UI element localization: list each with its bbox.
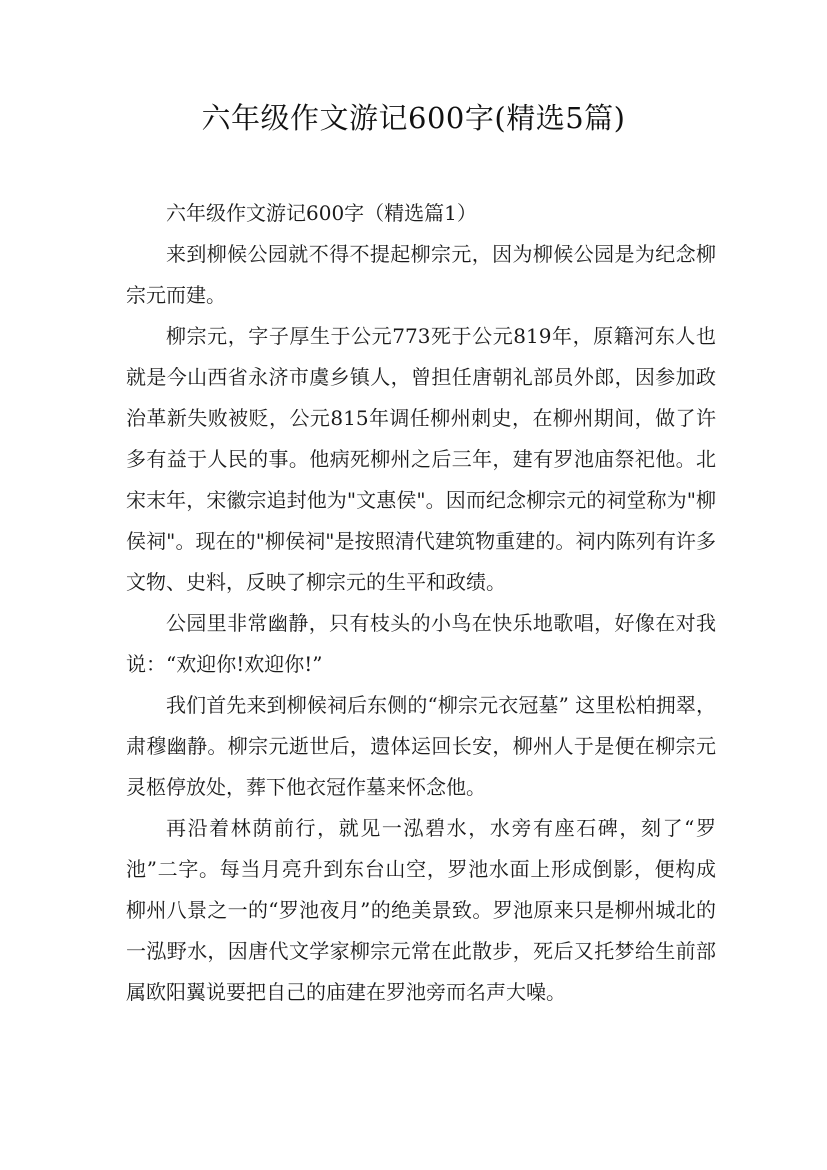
document-body	[126, 193, 716, 1013]
section-heading: 六年级作文游记600字（精选篇1）	[166, 201, 477, 225]
document-title: 六年级作文游记600字(精选5篇)	[201, 101, 626, 135]
paragraph-3: 公园里非常幽静，只有枝头的小鸟在快乐地歌唱，好像在对我说：“欢迎你!欢迎你!”	[126, 611, 716, 676]
paragraph-2: 柳宗元，字子厚生于公元773死于公元819年，原籍河东人也就是今山西省永济市虞乡镇人，曾担任唐朝礼部员外郎，因参加政治革新失败被贬，公元815年调任柳州刺史，在柳州期间，做了许多有益于人民的事。他病死柳州之后三年，建有罗池庙祭祀他。北宋末年，宋徽宗追封他为"文惠侯"。因而纪念柳宗元的祠堂称为"柳侯祠"。现在的"柳侯祠"是按照清代建筑物重建的。祠内陈列有许多文物、史料，反映了柳宗元的生平和政绩。	[126, 324, 716, 594]
paragraph-4: 我们首先来到柳候祠后东侧的“柳宗元衣冠墓” 这里松柏拥翠，肃穆幽静。柳宗元逝世后，遗体运回长安，柳州人于是便在柳宗元灵柩停放处，葬下他衣冠作墓来怀念他。	[126, 693, 716, 799]
paragraph-5: 再沿着林荫前行，就见一泓碧水，水旁有座石碑，刻了“罗池”二字。每当月亮升到东台山空，罗池水面上形成倒影，便构成柳州八景之一的“罗池夜月”的绝美景致。罗池原来只是柳州城北的一泓野水，因唐代文学家柳宗元常在此散步，死后又托梦给生前部属欧阳翼说要把自己的庙建在罗池旁而名声大噪。	[126, 816, 716, 1004]
paragraph-1: 来到柳候公园就不得不提起柳宗元，因为柳候公园是为纪念柳宗元而建。	[126, 242, 716, 307]
